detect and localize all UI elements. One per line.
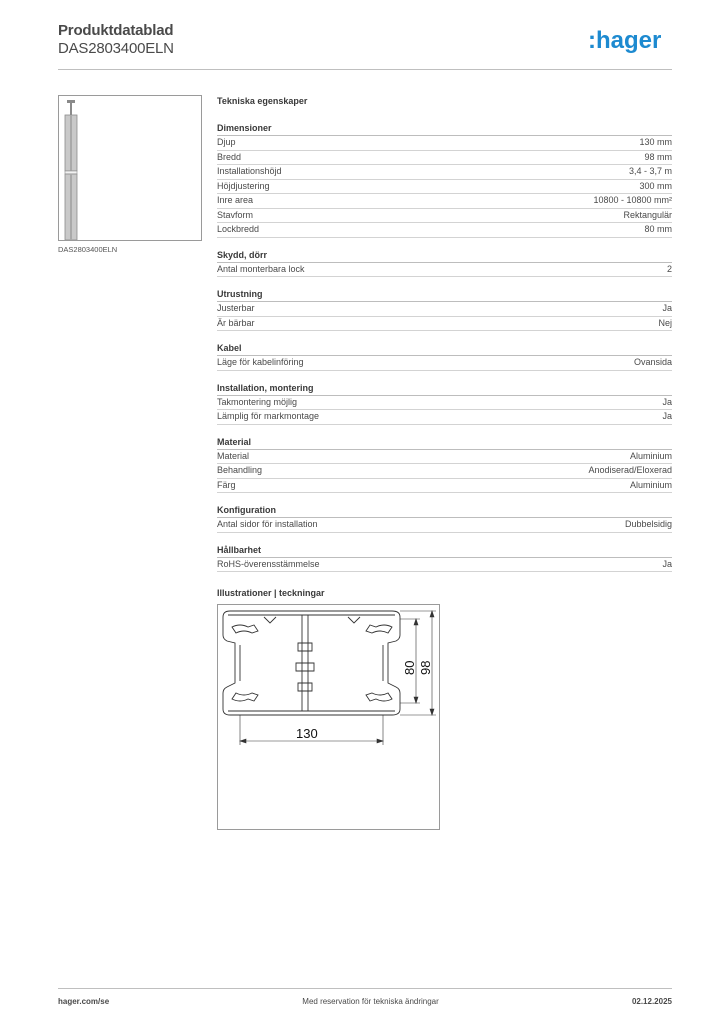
spec-row (217, 317, 672, 332)
spec-section (217, 289, 672, 331)
spec-value: Ja (662, 303, 672, 313)
page-header (58, 22, 672, 70)
spec-value: Ja (662, 558, 672, 569)
spec-label: Takmontering möjlig (217, 396, 298, 407)
spec-row (217, 518, 672, 533)
spec-value: Dubbelsidig (624, 519, 672, 529)
spec-row (217, 194, 672, 209)
spec-row (217, 165, 672, 180)
product-image-caption: DAS2803400ELN (58, 245, 118, 254)
spec-section-title: Hållbarhet (217, 545, 672, 558)
dimension-cover-label: 80 (402, 660, 417, 675)
spec-label: RoHS-överensstämmelse (217, 558, 320, 569)
spec-row (217, 263, 672, 278)
footer-date: 02.12.2025 (631, 997, 672, 1006)
spec-label: Färg (217, 479, 236, 490)
pole-illustration (59, 96, 201, 240)
spec-value: Anodiserad/Eloxerad (588, 465, 672, 475)
spec-value: Aluminium (629, 479, 672, 490)
spec-section-title: Material (217, 437, 672, 450)
dimension-width-label: 130 (296, 726, 318, 741)
hager-logo (588, 28, 672, 56)
spec-row (217, 356, 672, 371)
spec-value: 10800 - 10800 mm² (593, 195, 672, 205)
spec-label: Är bärbar (217, 317, 255, 328)
spec-row (217, 396, 672, 411)
spec-label: Läge för kabelinföring (217, 357, 304, 367)
spec-value: 2 (666, 263, 672, 274)
specs-sections (217, 123, 672, 572)
spec-value: Ja (662, 411, 672, 421)
cross-section-drawing (217, 604, 440, 830)
footer-website[interactable]: hager.com/se (58, 997, 110, 1006)
spec-row (217, 136, 672, 151)
spec-section-title: Utrustning (217, 289, 672, 302)
specs-title: Tekniska egenskaper (217, 96, 308, 106)
spec-row (217, 410, 672, 425)
spec-label: Installationshöjd (217, 166, 282, 176)
profile-drawing (218, 605, 439, 829)
technical-specs (217, 96, 672, 584)
spec-value: Aluminium (629, 450, 672, 461)
spec-section-title: Konfiguration (217, 505, 672, 518)
spec-label: Stavform (217, 209, 254, 220)
spec-section (217, 505, 672, 533)
spec-label: Djup (217, 137, 236, 147)
spec-row (217, 302, 672, 317)
spec-row (217, 209, 672, 224)
spec-section (217, 123, 672, 238)
spec-label: Inre area (217, 195, 254, 205)
product-code: DAS2803400ELN (58, 40, 174, 57)
spec-section (217, 343, 672, 371)
spec-section-title: Dimensioner (217, 123, 672, 136)
spec-row (217, 223, 672, 238)
logo-text: :hager (588, 28, 662, 54)
spec-section (217, 545, 672, 573)
spec-label: Antal monterbara lock (217, 263, 305, 274)
spec-value: 80 mm (644, 224, 672, 234)
spec-section-title: Skydd, dörr (217, 250, 672, 263)
spec-value: Ja (662, 396, 672, 407)
spec-label: Justerbar (217, 303, 255, 313)
spec-value: 98 mm (644, 151, 672, 162)
spec-label: Material (217, 450, 250, 461)
spec-label: Bredd (217, 151, 242, 162)
spec-section-title: Kabel (217, 343, 672, 356)
document-title: Produktdatablad (58, 22, 174, 39)
spec-label: Antal sidor för installation (217, 519, 318, 529)
illustrations-title: Illustrationer | teckningar (217, 588, 325, 598)
spec-row (217, 450, 672, 465)
dimension-height-label: 98 (418, 660, 433, 675)
spec-label: Lockbredd (217, 224, 260, 234)
spec-row (217, 479, 672, 494)
spec-value: 130 mm (639, 137, 672, 147)
spec-value: 3,4 - 3,7 m (628, 166, 672, 176)
footer-disclaimer: Med reservation för tekniska ändringar (302, 997, 439, 1006)
spec-value: 300 mm (639, 180, 672, 191)
spec-label: Behandling (217, 465, 263, 475)
spec-section-title: Installation, montering (217, 383, 672, 396)
spec-section (217, 250, 672, 278)
spec-row (217, 464, 672, 479)
spec-section (217, 437, 672, 494)
spec-section (217, 383, 672, 425)
spec-label: Lämplig för markmontage (217, 411, 320, 421)
spec-row (217, 558, 672, 573)
spec-row (217, 180, 672, 195)
spec-label: Höjdjustering (217, 180, 270, 191)
spec-value: Nej (658, 317, 672, 328)
spec-value: Rektangulär (623, 209, 672, 220)
product-image (58, 95, 202, 241)
page-footer (58, 988, 672, 1014)
spec-value: Ovansida (633, 357, 672, 367)
spec-row (217, 151, 672, 166)
